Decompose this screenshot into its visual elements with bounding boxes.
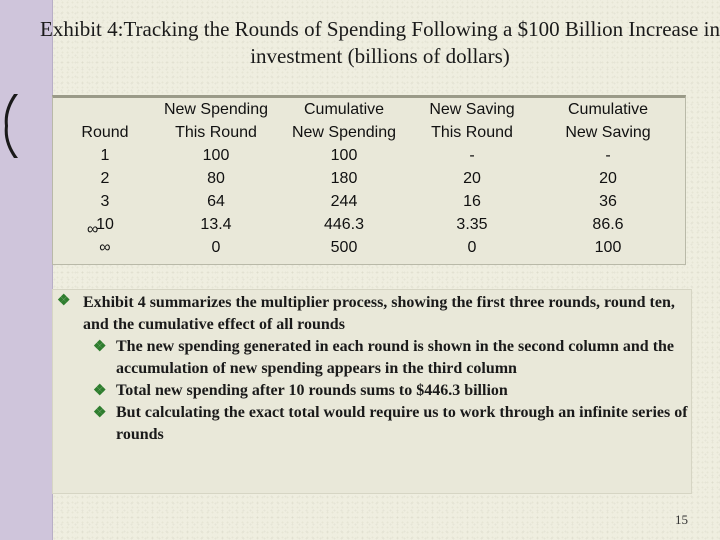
- cell-cumulative-saving: 36: [599, 193, 617, 210]
- table-row: [53, 167, 685, 190]
- cell-new-spending: 100: [202, 147, 230, 164]
- bracket-decoration: [2, 92, 24, 160]
- spending-rounds-table: [52, 95, 686, 265]
- header-new-saving-line1: New Saving: [429, 101, 515, 118]
- cell-new-spending: 80: [207, 170, 225, 187]
- cell-cumulative-saving: 20: [599, 170, 617, 187]
- cell-round: ∞: [99, 239, 111, 256]
- header-new-spending-line1: New Spending: [163, 101, 269, 118]
- bullet-text: Exhibit 4 summarizes the multiplier process, showing the first three rounds, round ten, and the cumulative effect of all rounds: [83, 294, 675, 333]
- table-row: [53, 236, 685, 259]
- cell-new-saving: 20: [463, 170, 481, 187]
- left-decorative-bar: [0, 0, 53, 540]
- cell-round: 3: [100, 193, 110, 210]
- cell-cumulative-spending: 100: [330, 147, 358, 164]
- cell-round: 10: [96, 216, 114, 233]
- bullet-item-level2: [53, 336, 691, 380]
- bullet-item-level2: [53, 380, 691, 402]
- cell-new-saving: 0: [467, 239, 477, 256]
- header-cumulative-spending-line1: Cumulative: [303, 101, 385, 118]
- bullet-item-level1: [53, 290, 691, 336]
- table-row: [53, 213, 685, 236]
- cell-new-spending: 0: [211, 239, 221, 256]
- cell-cumulative-spending: 244: [330, 193, 358, 210]
- bullet-item-level2: [53, 402, 691, 446]
- slide-title: Exhibit 4:Tracking the Rounds of Spending Following a $100 Billion Increase in investment (billions of dollars): [40, 17, 720, 68]
- table-header-row-1: [53, 98, 685, 121]
- bullet-text: But calculating the exact total would require us to work through an infinite series of rounds: [116, 404, 688, 443]
- diamond-bullet-icon: ❖: [93, 383, 107, 399]
- table-header-row-2: [53, 121, 685, 144]
- diamond-bullet-icon: ❖: [93, 405, 107, 421]
- page-number: 15: [675, 512, 688, 527]
- cell-new-spending: 64: [207, 193, 225, 210]
- diamond-bullet-icon: ❖: [93, 339, 107, 355]
- bullet-text: Total new spending after 10 rounds sums to $446.3 billion: [116, 382, 508, 399]
- cell-cumulative-saving: 100: [594, 239, 622, 256]
- header-round-line2: Round: [81, 124, 129, 141]
- bullet-text: The new spending generated in each round is shown in the second column and the accumulation of new spending appears in the third column: [116, 338, 675, 377]
- cell-round: 1: [100, 147, 110, 164]
- cell-new-spending: 13.4: [200, 216, 232, 233]
- header-cumulative-saving-line1: Cumulative: [567, 101, 649, 118]
- cell-cumulative-spending: 500: [330, 239, 358, 256]
- table-row: [53, 190, 685, 213]
- cell-cumulative-spending: 180: [330, 170, 358, 187]
- cell-round: 2: [100, 170, 110, 187]
- table-row: [53, 144, 685, 167]
- header-round-line1: [53, 98, 157, 121]
- diamond-bullet-icon: ❖: [57, 293, 71, 309]
- cell-cumulative-saving: 86.6: [592, 216, 624, 233]
- header-cumulative-saving-line2: New Saving: [565, 124, 651, 141]
- cell-new-saving: 3.35: [456, 216, 488, 233]
- infinity-symbol: ∞: [87, 221, 99, 238]
- header-new-saving-line2: This Round: [431, 124, 513, 141]
- cell-cumulative-saving: -: [605, 147, 611, 164]
- header-new-spending-line2: This Round: [175, 124, 257, 141]
- cell-new-saving: -: [469, 147, 475, 164]
- header-cumulative-spending-line2: New Spending: [291, 124, 397, 141]
- cell-new-saving: 16: [463, 193, 481, 210]
- cell-cumulative-spending: 446.3: [323, 216, 365, 233]
- bullet-list: [52, 289, 692, 494]
